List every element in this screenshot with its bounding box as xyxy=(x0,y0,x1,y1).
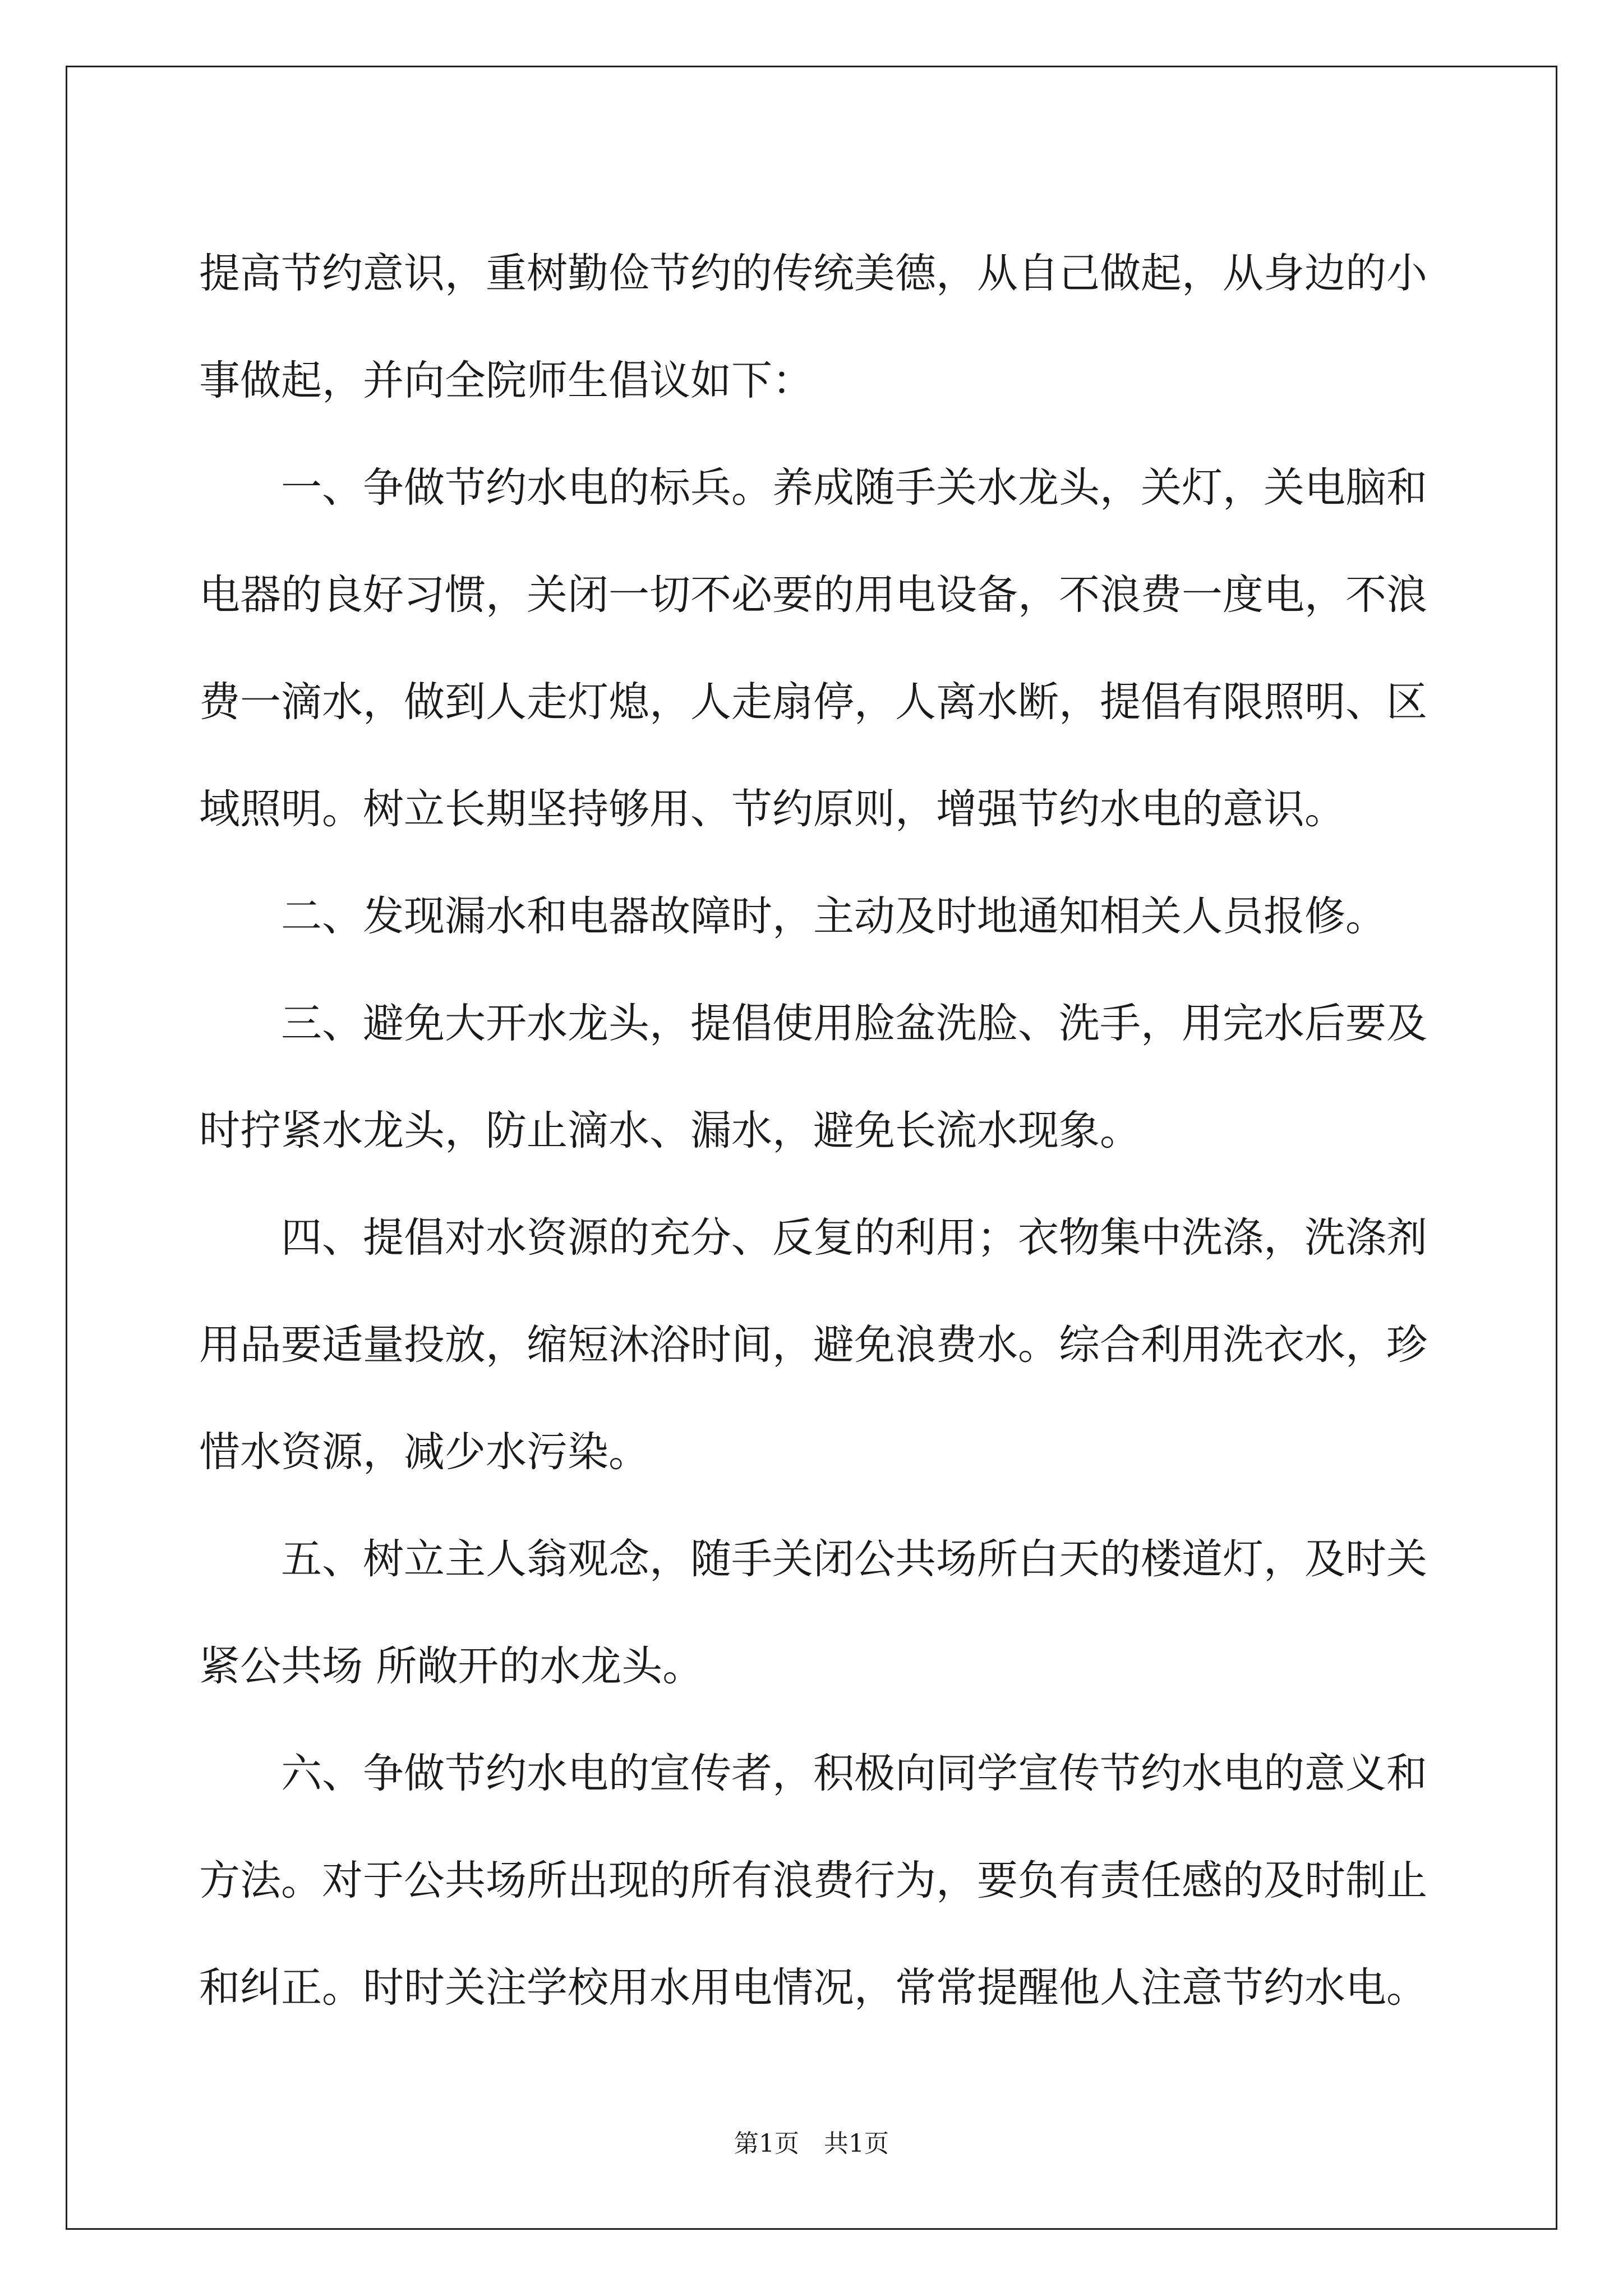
text-line: 域照明。树立长期坚持够用、节约原则，增强节约水电的意识。 xyxy=(199,785,1345,833)
paragraph xyxy=(199,1184,1433,1506)
text-line: 方法。对于公共场所出现的所有浪费行为，要负有责任感的及时制止 xyxy=(199,1857,1427,1904)
text-line: 五、树立主人翁观念，随手关闭公共场所白天的楼道灯，及时关 xyxy=(281,1535,1427,1583)
text-line: 三、避免大开水龙头，提倡使用脸盆洗脸、洗手，用完水后要及 xyxy=(281,1000,1427,1047)
paragraph xyxy=(199,1506,1433,1720)
text-line: 紧公共场 所敞开的水龙头。 xyxy=(199,1642,704,1690)
text-line: 电器的良好习惯，关闭一切不必要的用电设备，不浪费一度电，不浪 xyxy=(199,571,1427,619)
page-number-footer: 第1页 共1页 xyxy=(734,2129,889,2158)
paragraph xyxy=(199,863,1433,970)
text-line: 四、提倡对水资源的充分、反复的利用；衣物集中洗涤，洗涤剂 xyxy=(281,1214,1427,1262)
text-line: 事做起，并向全院师生倡议如下： xyxy=(199,357,813,404)
paragraph xyxy=(199,220,1433,434)
document-body xyxy=(199,220,1433,2041)
text-line: 用品要适量投放，缩短沐浴时间，避免浪费水。综合利用洗衣水，珍 xyxy=(199,1321,1427,1369)
text-line: 和纠正。时时关注学校用水用电情况，常常提醒他人注意节约水电。 xyxy=(199,1964,1427,2012)
text-line: 惜水资源，减少水污染。 xyxy=(199,1428,649,1476)
paragraph xyxy=(199,1720,1433,2041)
paragraph xyxy=(199,970,1433,1184)
text-line: 提高节约意识，重树勤俭节约的传统美德，从自己做起，从身边的小 xyxy=(199,250,1427,297)
text-line: 一、争做节约水电的标兵。养成随手关水龙头，关灯，关电脑和 xyxy=(281,464,1427,512)
text-line: 时拧紧水龙头，防止滴水、漏水，避免长流水现象。 xyxy=(199,1107,1141,1154)
text-line: 费一滴水，做到人走灯熄，人走扇停，人离水断，提倡有限照明、区 xyxy=(199,678,1427,726)
text-line: 六、争做节约水电的宣传者，积极向同学宣传节约水电的意义和 xyxy=(281,1750,1427,1797)
paragraph xyxy=(199,434,1433,863)
text-line: 二、发现漏水和电器故障时，主动及时地通知相关人员报修。 xyxy=(281,892,1386,940)
